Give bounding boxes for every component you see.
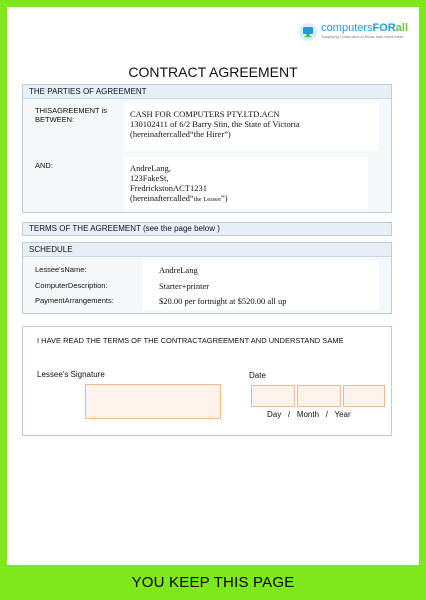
- lessee-details: [124, 157, 368, 209]
- logo-word-computers: computers: [321, 22, 373, 34]
- schedule-label-payment-arrangements: PaymentArrangements:: [35, 296, 114, 305]
- lessee-line-3: FredrickstonACT1231: [130, 183, 207, 193]
- acknowledgement-statement: I HAVE READ THE TERMS OF THE CONTRACTAGREEMENT AND UNDERSTAND SAME: [37, 336, 344, 345]
- schedule-value-payment-arrangements: $20.00 per fortnight at $520.00 all up: [159, 296, 287, 306]
- date-year-field[interactable]: [343, 385, 385, 407]
- signature-label: Lessee's Signature: [37, 370, 105, 379]
- hirer-line-1: CASH FOR COMPUTERS PTY.LTD.ACN: [130, 109, 280, 119]
- lessee-line-4-prefix: (hereinaftercalled“: [130, 193, 194, 203]
- logo-wordmark: [321, 22, 408, 34]
- date-month-field[interactable]: [297, 385, 341, 407]
- lessee-line-4-small: the Lessee: [193, 196, 221, 203]
- year-label: Year: [334, 410, 351, 419]
- schedule-value-lessee-name: AndreLang: [159, 265, 198, 275]
- hirer-details: [124, 103, 379, 151]
- schedule-panel: [22, 242, 392, 314]
- terms-panel: [22, 222, 392, 236]
- hirer-line-3: (hereinaftercalled“the Hirer”): [130, 129, 231, 139]
- footer-text: YOU KEEP THIS PAGE: [131, 574, 295, 591]
- and-label: AND:: [35, 161, 53, 170]
- lessee-line-4-suffix: ”): [220, 193, 228, 203]
- date-separator-2: /: [325, 410, 328, 419]
- signature-field[interactable]: [85, 384, 221, 419]
- date-day-field[interactable]: [251, 385, 295, 407]
- schedule-label-lessee-name: Lessee'sName:: [35, 265, 87, 274]
- parties-panel: [22, 84, 392, 213]
- lessee-line-4: [130, 193, 362, 205]
- logo-tagline: Supplying Computers to those who need them: [321, 34, 404, 39]
- page-title: CONTRACT AGREEMENT: [128, 64, 298, 80]
- date-label: Date: [249, 371, 266, 380]
- monitor-logo-icon: [298, 22, 318, 42]
- logo-word-for: FOR: [372, 22, 396, 34]
- between-label-line-2: BETWEEN:: [35, 115, 75, 124]
- parties-heading: THE PARTIES OF AGREEMENT: [23, 85, 391, 99]
- day-label: Day: [267, 410, 282, 419]
- between-label-line-1: THISAGREEMENT is: [35, 106, 107, 115]
- schedule-heading: SCHEDULE: [23, 243, 391, 257]
- date-separator-1: /: [287, 410, 291, 419]
- footer-band: [0, 565, 426, 600]
- terms-heading: TERMS OF THE AGREEMENT (see the page below ): [23, 223, 391, 235]
- logo-word-all: all: [395, 22, 408, 34]
- hirer-line-2: 130102411 of 6/2 Barry Stin, the State of Victoria: [130, 119, 300, 129]
- acknowledgement-panel: [22, 326, 392, 436]
- schedule-value-computer-description: Starter+printer: [159, 281, 210, 291]
- lessee-line-2: 123FakeSt,: [130, 173, 169, 183]
- month-label: Month: [296, 410, 320, 419]
- lessee-line-1: AndreLang,: [130, 163, 171, 173]
- company-logo: [298, 22, 408, 42]
- date-part-labels: [267, 410, 351, 419]
- schedule-label-computer-description: ComputerDescription:: [35, 281, 108, 290]
